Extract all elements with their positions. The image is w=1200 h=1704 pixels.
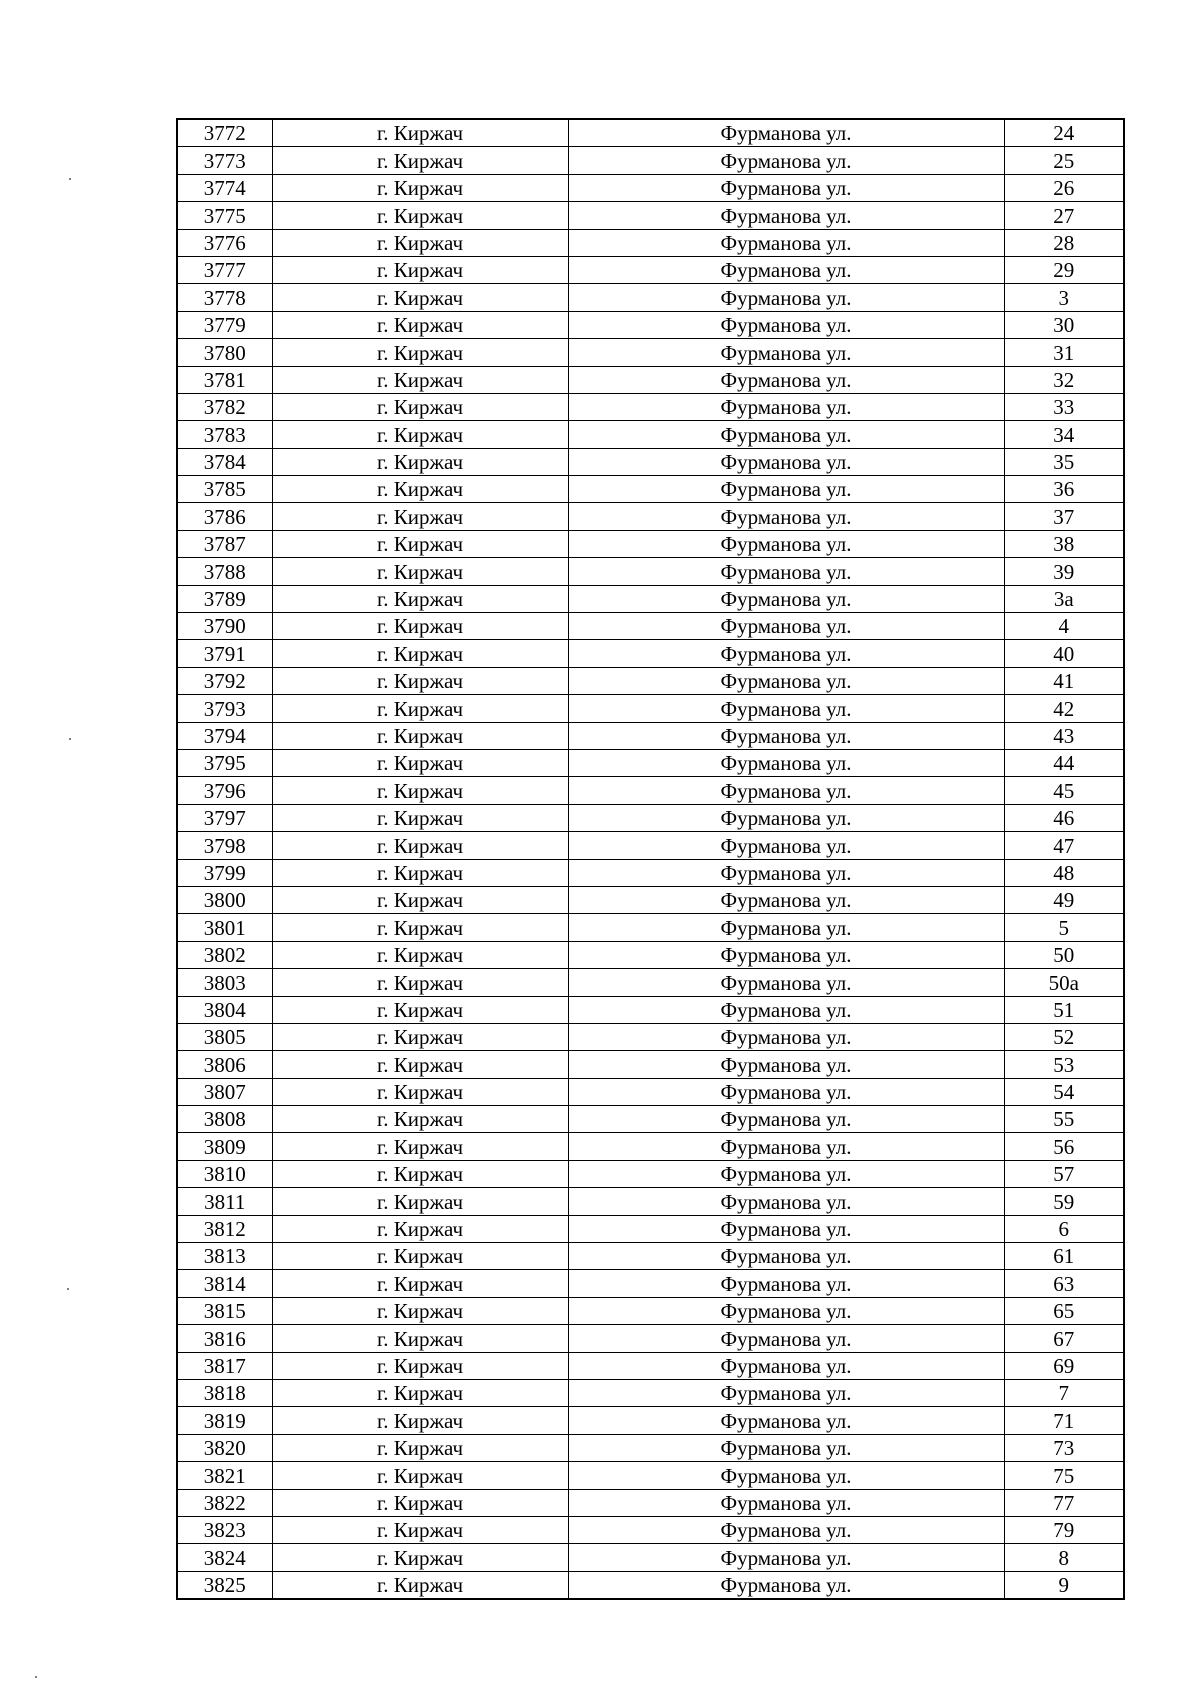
city-cell: г. Киржач: [272, 1544, 568, 1571]
house-number-cell: 39: [1004, 558, 1124, 585]
house-number-cell: 5: [1004, 914, 1124, 941]
street-cell: Фурманова ул.: [568, 1516, 1004, 1543]
house-number-cell: 71: [1004, 1407, 1124, 1434]
table-row: [177, 1489, 1124, 1516]
table-row: [177, 1160, 1124, 1187]
record-number-cell: 3806: [177, 1051, 272, 1078]
street-cell: Фурманова ул.: [568, 1325, 1004, 1352]
house-number-cell: 69: [1004, 1352, 1124, 1379]
record-number-cell: 3816: [177, 1325, 272, 1352]
house-number-cell: 35: [1004, 448, 1124, 475]
street-cell: Фурманова ул.: [568, 229, 1004, 256]
street-cell: Фурманова ул.: [568, 695, 1004, 722]
city-cell: г. Киржач: [272, 1297, 568, 1324]
city-cell: г. Киржач: [272, 256, 568, 283]
city-cell: г. Киржач: [272, 969, 568, 996]
record-number-cell: 3802: [177, 941, 272, 968]
record-number-cell: 3779: [177, 311, 272, 338]
city-cell: г. Киржач: [272, 1516, 568, 1543]
house-number-cell: 47: [1004, 832, 1124, 859]
street-cell: Фурманова ул.: [568, 1133, 1004, 1160]
city-cell: г. Киржач: [272, 530, 568, 557]
table-body: [177, 119, 1124, 1599]
record-number-cell: 3774: [177, 174, 272, 201]
record-number-cell: 3817: [177, 1352, 272, 1379]
city-cell: г. Киржач: [272, 777, 568, 804]
street-cell: Фурманова ул.: [568, 1352, 1004, 1379]
table-row: [177, 585, 1124, 612]
city-cell: г. Киржач: [272, 667, 568, 694]
city-cell: г. Киржач: [272, 476, 568, 503]
table-row: [177, 695, 1124, 722]
house-number-cell: 34: [1004, 421, 1124, 448]
house-number-cell: 4: [1004, 613, 1124, 640]
street-cell: Фурманова ул.: [568, 421, 1004, 448]
street-cell: Фурманова ул.: [568, 1188, 1004, 1215]
house-number-cell: 43: [1004, 722, 1124, 749]
street-cell: Фурманова ул.: [568, 202, 1004, 229]
record-number-cell: 3821: [177, 1462, 272, 1489]
table-row: [177, 256, 1124, 283]
house-number-cell: 77: [1004, 1489, 1124, 1516]
house-number-cell: 73: [1004, 1434, 1124, 1461]
table-row: [177, 421, 1124, 448]
house-number-cell: 65: [1004, 1297, 1124, 1324]
house-number-cell: 40: [1004, 640, 1124, 667]
record-number-cell: 3801: [177, 914, 272, 941]
house-number-cell: 55: [1004, 1106, 1124, 1133]
record-number-cell: 3822: [177, 1489, 272, 1516]
record-number-cell: 3788: [177, 558, 272, 585]
house-number-cell: 27: [1004, 202, 1124, 229]
record-number-cell: 3773: [177, 147, 272, 174]
record-number-cell: 3811: [177, 1188, 272, 1215]
city-cell: г. Киржач: [272, 941, 568, 968]
city-cell: г. Киржач: [272, 695, 568, 722]
street-cell: Фурманова ул.: [568, 1160, 1004, 1187]
street-cell: Фурманова ул.: [568, 1489, 1004, 1516]
city-cell: г. Киржач: [272, 1023, 568, 1050]
city-cell: г. Киржач: [272, 1106, 568, 1133]
table-row: [177, 229, 1124, 256]
table-row: [177, 1188, 1124, 1215]
table-row: [177, 1133, 1124, 1160]
record-number-cell: 3798: [177, 832, 272, 859]
record-number-cell: 3785: [177, 476, 272, 503]
house-number-cell: 50а: [1004, 969, 1124, 996]
record-number-cell: 3808: [177, 1106, 272, 1133]
table-row: [177, 749, 1124, 776]
record-number-cell: 3793: [177, 695, 272, 722]
house-number-cell: 6: [1004, 1215, 1124, 1242]
record-number-cell: 3795: [177, 749, 272, 776]
house-number-cell: 45: [1004, 777, 1124, 804]
record-number-cell: 3794: [177, 722, 272, 749]
city-cell: г. Киржач: [272, 996, 568, 1023]
house-number-cell: 63: [1004, 1270, 1124, 1297]
record-number-cell: 3783: [177, 421, 272, 448]
city-cell: г. Киржач: [272, 1325, 568, 1352]
record-number-cell: 3823: [177, 1516, 272, 1543]
street-cell: Фурманова ул.: [568, 1270, 1004, 1297]
table-row: [177, 804, 1124, 831]
city-cell: г. Киржач: [272, 1462, 568, 1489]
table-row: [177, 1051, 1124, 1078]
table-row: [177, 613, 1124, 640]
table-row: [177, 147, 1124, 174]
street-cell: Фурманова ул.: [568, 311, 1004, 338]
table-row: [177, 1325, 1124, 1352]
house-number-cell: 32: [1004, 366, 1124, 393]
table-row: [177, 1297, 1124, 1324]
record-number-cell: 3776: [177, 229, 272, 256]
scan-speck: [69, 178, 71, 180]
street-cell: Фурманова ул.: [568, 1215, 1004, 1242]
table-row: [177, 777, 1124, 804]
record-number-cell: 3775: [177, 202, 272, 229]
street-cell: Фурманова ул.: [568, 996, 1004, 1023]
table-row: [177, 914, 1124, 941]
street-cell: Фурманова ул.: [568, 1407, 1004, 1434]
street-cell: Фурманова ул.: [568, 393, 1004, 420]
house-number-cell: 44: [1004, 749, 1124, 776]
house-number-cell: 3: [1004, 284, 1124, 311]
table-row: [177, 1571, 1124, 1599]
city-cell: г. Киржач: [272, 1270, 568, 1297]
street-cell: Фурманова ул.: [568, 1571, 1004, 1599]
record-number-cell: 3800: [177, 886, 272, 913]
record-number-cell: 3818: [177, 1379, 272, 1406]
city-cell: г. Киржач: [272, 339, 568, 366]
house-number-cell: 48: [1004, 859, 1124, 886]
table-row: [177, 1434, 1124, 1461]
street-cell: Фурманова ул.: [568, 1297, 1004, 1324]
street-cell: Фурманова ул.: [568, 777, 1004, 804]
record-number-cell: 3772: [177, 119, 272, 147]
address-registry-table: [176, 118, 1125, 1600]
table-row: [177, 393, 1124, 420]
city-cell: г. Киржач: [272, 914, 568, 941]
house-number-cell: 9: [1004, 1571, 1124, 1599]
record-number-cell: 3780: [177, 339, 272, 366]
city-cell: г. Киржач: [272, 503, 568, 530]
house-number-cell: 61: [1004, 1243, 1124, 1270]
house-number-cell: 25: [1004, 147, 1124, 174]
house-number-cell: 7: [1004, 1379, 1124, 1406]
house-number-cell: 8: [1004, 1544, 1124, 1571]
record-number-cell: 3804: [177, 996, 272, 1023]
house-number-cell: 26: [1004, 174, 1124, 201]
city-cell: г. Киржач: [272, 886, 568, 913]
street-cell: Фурманова ул.: [568, 1023, 1004, 1050]
street-cell: Фурманова ул.: [568, 1106, 1004, 1133]
table-row: [177, 1023, 1124, 1050]
record-number-cell: 3782: [177, 393, 272, 420]
street-cell: Фурманова ул.: [568, 174, 1004, 201]
record-number-cell: 3807: [177, 1078, 272, 1105]
house-number-cell: 29: [1004, 256, 1124, 283]
record-number-cell: 3791: [177, 640, 272, 667]
street-cell: Фурманова ул.: [568, 1434, 1004, 1461]
house-number-cell: 42: [1004, 695, 1124, 722]
house-number-cell: 30: [1004, 311, 1124, 338]
city-cell: г. Киржач: [272, 804, 568, 831]
table-row: [177, 119, 1124, 147]
city-cell: г. Киржач: [272, 448, 568, 475]
street-cell: Фурманова ул.: [568, 585, 1004, 612]
house-number-cell: 79: [1004, 1516, 1124, 1543]
table-row: [177, 1352, 1124, 1379]
record-number-cell: 3797: [177, 804, 272, 831]
record-number-cell: 3810: [177, 1160, 272, 1187]
street-cell: Фурманова ул.: [568, 530, 1004, 557]
house-number-cell: 36: [1004, 476, 1124, 503]
table-row: [177, 1270, 1124, 1297]
city-cell: г. Киржач: [272, 119, 568, 147]
table-row: [177, 530, 1124, 557]
city-cell: г. Киржач: [272, 859, 568, 886]
street-cell: Фурманова ул.: [568, 749, 1004, 776]
street-cell: Фурманова ул.: [568, 256, 1004, 283]
street-cell: Фурманова ул.: [568, 284, 1004, 311]
city-cell: г. Киржач: [272, 393, 568, 420]
record-number-cell: 3796: [177, 777, 272, 804]
record-number-cell: 3777: [177, 256, 272, 283]
street-cell: Фурманова ул.: [568, 804, 1004, 831]
city-cell: г. Киржач: [272, 1489, 568, 1516]
street-cell: Фурманова ул.: [568, 1544, 1004, 1571]
record-number-cell: 3820: [177, 1434, 272, 1461]
house-number-cell: 24: [1004, 119, 1124, 147]
street-cell: Фурманова ул.: [568, 1078, 1004, 1105]
table-row: [177, 366, 1124, 393]
table-row: [177, 339, 1124, 366]
record-number-cell: 3781: [177, 366, 272, 393]
city-cell: г. Киржач: [272, 311, 568, 338]
table-row: [177, 832, 1124, 859]
table-row: [177, 1243, 1124, 1270]
house-number-cell: 56: [1004, 1133, 1124, 1160]
house-number-cell: 49: [1004, 886, 1124, 913]
record-number-cell: 3789: [177, 585, 272, 612]
city-cell: г. Киржач: [272, 229, 568, 256]
city-cell: г. Киржач: [272, 1078, 568, 1105]
house-number-cell: 67: [1004, 1325, 1124, 1352]
street-cell: Фурманова ул.: [568, 503, 1004, 530]
house-number-cell: 3а: [1004, 585, 1124, 612]
street-cell: Фурманова ул.: [568, 1051, 1004, 1078]
city-cell: г. Киржач: [272, 366, 568, 393]
street-cell: Фурманова ул.: [568, 613, 1004, 640]
table-row: [177, 640, 1124, 667]
house-number-cell: 54: [1004, 1078, 1124, 1105]
house-number-cell: 28: [1004, 229, 1124, 256]
city-cell: г. Киржач: [272, 1379, 568, 1406]
city-cell: г. Киржач: [272, 585, 568, 612]
record-number-cell: 3792: [177, 667, 272, 694]
table-row: [177, 503, 1124, 530]
table-row: [177, 941, 1124, 968]
scan-speck: [67, 1288, 69, 1290]
house-number-cell: 51: [1004, 996, 1124, 1023]
street-cell: Фурманова ул.: [568, 832, 1004, 859]
street-cell: Фурманова ул.: [568, 667, 1004, 694]
street-cell: Фурманова ул.: [568, 558, 1004, 585]
record-number-cell: 3787: [177, 530, 272, 557]
street-cell: Фурманова ул.: [568, 914, 1004, 941]
table-row: [177, 284, 1124, 311]
street-cell: Фурманова ул.: [568, 722, 1004, 749]
table-row: [177, 174, 1124, 201]
record-number-cell: 3812: [177, 1215, 272, 1242]
city-cell: г. Киржач: [272, 640, 568, 667]
table-row: [177, 667, 1124, 694]
table-row: [177, 476, 1124, 503]
record-number-cell: 3784: [177, 448, 272, 475]
scan-speck: [69, 738, 71, 740]
house-number-cell: 50: [1004, 941, 1124, 968]
city-cell: г. Киржач: [272, 284, 568, 311]
table-row: [177, 996, 1124, 1023]
record-number-cell: 3825: [177, 1571, 272, 1599]
city-cell: г. Киржач: [272, 202, 568, 229]
table-row: [177, 859, 1124, 886]
table-row: [177, 969, 1124, 996]
city-cell: г. Киржач: [272, 722, 568, 749]
house-number-cell: 31: [1004, 339, 1124, 366]
street-cell: Фурманова ул.: [568, 640, 1004, 667]
table-row: [177, 1106, 1124, 1133]
house-number-cell: 52: [1004, 1023, 1124, 1050]
record-number-cell: 3790: [177, 613, 272, 640]
street-cell: Фурманова ул.: [568, 859, 1004, 886]
record-number-cell: 3814: [177, 1270, 272, 1297]
house-number-cell: 33: [1004, 393, 1124, 420]
record-number-cell: 3803: [177, 969, 272, 996]
city-cell: г. Киржач: [272, 174, 568, 201]
city-cell: г. Киржач: [272, 613, 568, 640]
city-cell: г. Киржач: [272, 832, 568, 859]
house-number-cell: 59: [1004, 1188, 1124, 1215]
table-row: [177, 311, 1124, 338]
city-cell: г. Киржач: [272, 1051, 568, 1078]
house-number-cell: 75: [1004, 1462, 1124, 1489]
record-number-cell: 3786: [177, 503, 272, 530]
scan-speck: [35, 1676, 37, 1678]
record-number-cell: 3778: [177, 284, 272, 311]
record-number-cell: 3815: [177, 1297, 272, 1324]
table-row: [177, 1078, 1124, 1105]
house-number-cell: 38: [1004, 530, 1124, 557]
table-row: [177, 558, 1124, 585]
record-number-cell: 3805: [177, 1023, 272, 1050]
street-cell: Фурманова ул.: [568, 147, 1004, 174]
table-row: [177, 1516, 1124, 1543]
table-row: [177, 448, 1124, 475]
street-cell: Фурманова ул.: [568, 476, 1004, 503]
house-number-cell: 37: [1004, 503, 1124, 530]
street-cell: Фурманова ул.: [568, 366, 1004, 393]
city-cell: г. Киржач: [272, 421, 568, 448]
city-cell: г. Киржач: [272, 1434, 568, 1461]
street-cell: Фурманова ул.: [568, 1243, 1004, 1270]
record-number-cell: 3819: [177, 1407, 272, 1434]
city-cell: г. Киржач: [272, 1133, 568, 1160]
city-cell: г. Киржач: [272, 1215, 568, 1242]
table-row: [177, 1544, 1124, 1571]
street-cell: Фурманова ул.: [568, 1462, 1004, 1489]
street-cell: Фурманова ул.: [568, 886, 1004, 913]
table-row: [177, 1407, 1124, 1434]
table-row: [177, 1379, 1124, 1406]
house-number-cell: 41: [1004, 667, 1124, 694]
record-number-cell: 3809: [177, 1133, 272, 1160]
street-cell: Фурманова ул.: [568, 448, 1004, 475]
city-cell: г. Киржач: [272, 1407, 568, 1434]
table-row: [177, 886, 1124, 913]
street-cell: Фурманова ул.: [568, 1379, 1004, 1406]
house-number-cell: 53: [1004, 1051, 1124, 1078]
record-number-cell: 3824: [177, 1544, 272, 1571]
street-cell: Фурманова ул.: [568, 969, 1004, 996]
street-cell: Фурманова ул.: [568, 119, 1004, 147]
house-number-cell: 46: [1004, 804, 1124, 831]
record-number-cell: 3799: [177, 859, 272, 886]
table-row: [177, 1215, 1124, 1242]
table-row: [177, 202, 1124, 229]
record-number-cell: 3813: [177, 1243, 272, 1270]
table-row: [177, 1462, 1124, 1489]
table-row: [177, 722, 1124, 749]
city-cell: г. Киржач: [272, 1160, 568, 1187]
city-cell: г. Киржач: [272, 1352, 568, 1379]
street-cell: Фурманова ул.: [568, 339, 1004, 366]
street-cell: Фурманова ул.: [568, 941, 1004, 968]
city-cell: г. Киржач: [272, 1571, 568, 1599]
city-cell: г. Киржач: [272, 147, 568, 174]
house-number-cell: 57: [1004, 1160, 1124, 1187]
city-cell: г. Киржач: [272, 1243, 568, 1270]
city-cell: г. Киржач: [272, 1188, 568, 1215]
city-cell: г. Киржач: [272, 749, 568, 776]
city-cell: г. Киржач: [272, 558, 568, 585]
